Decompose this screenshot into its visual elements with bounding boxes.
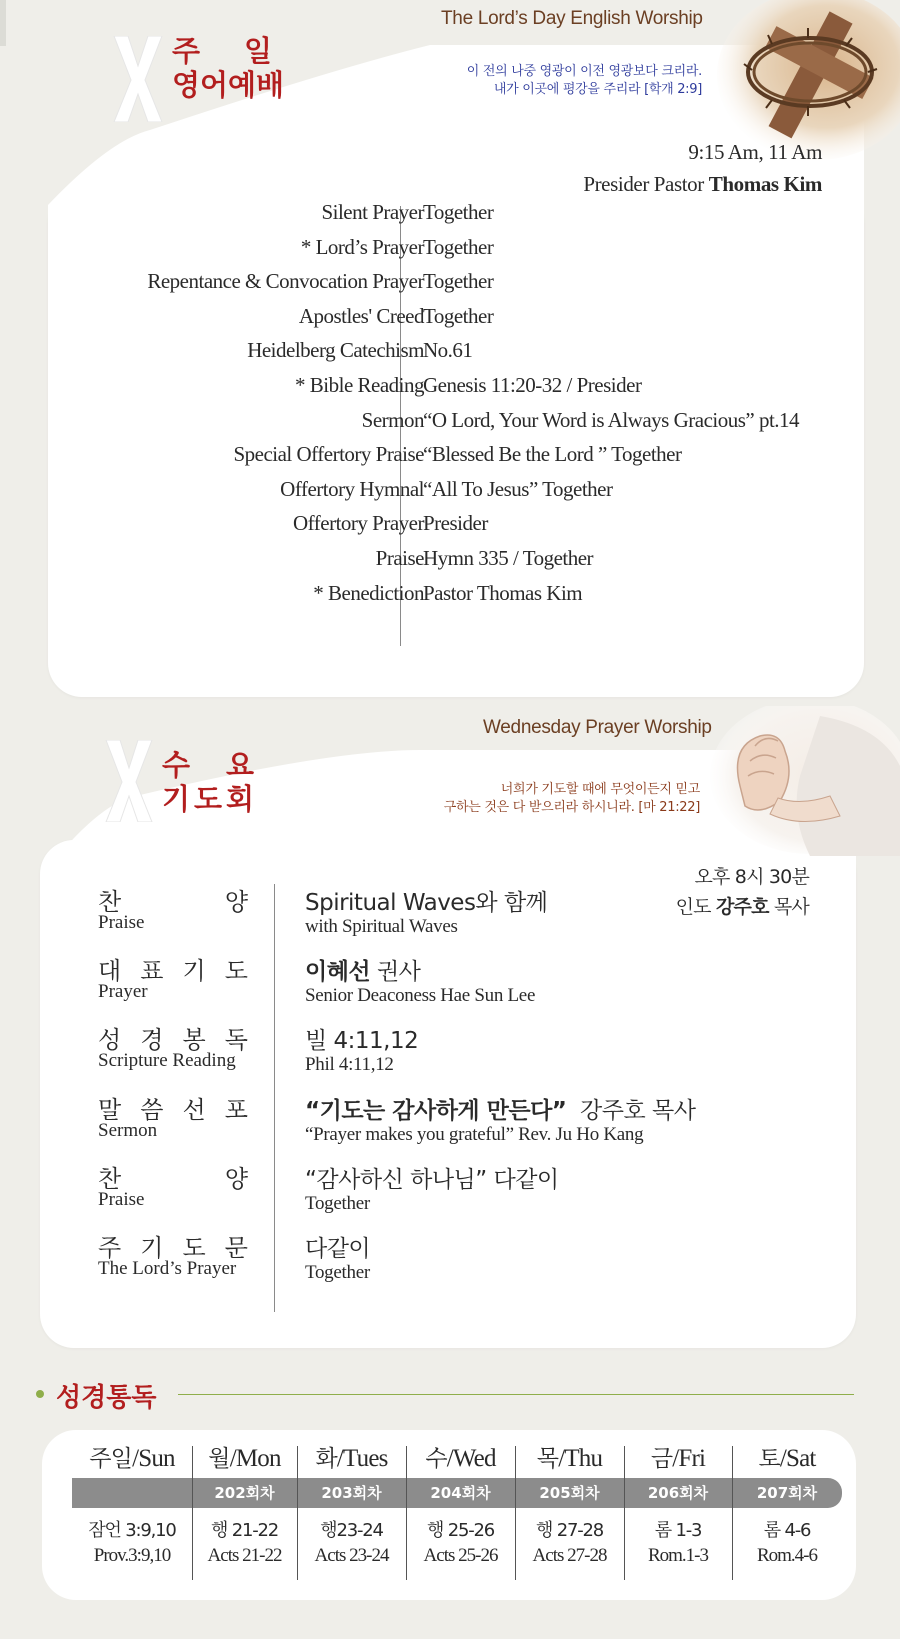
reading-day-ko: 월 (208, 1446, 230, 1472)
wednesday-order-en-label: Prayer (98, 981, 148, 1003)
sunday-order-value: “All To Jesus” Together (423, 476, 613, 501)
page-corner (0, 0, 6, 46)
reading-day-ref-ko: 행23-24 (320, 1520, 383, 1541)
reading-day-en: /Thu (558, 1445, 603, 1472)
reading-day-ref-en: Acts 23-24 (314, 1545, 389, 1566)
sunday-order-label: Silent Prayer (321, 200, 424, 224)
reading-day-ko: 수 (425, 1446, 447, 1472)
reading-day-badge: 204회차 (406, 1478, 515, 1508)
wednesday-ko-title-char: 도 (193, 782, 222, 816)
wednesday-order-en-value: Senior Deaconess Hae Sun Lee (305, 985, 536, 1007)
wednesday-order-ko-value (305, 884, 547, 917)
wednesday-order-en-label: Sermon (98, 1119, 158, 1141)
sunday-order-label: Offertory Prayer (293, 511, 424, 536)
reading-day-ref-ko: 롬 1-3 (654, 1520, 702, 1541)
sunday-order-label: * Benediction (313, 580, 424, 605)
reading-day-ref-ko: 행 25-26 (426, 1520, 494, 1541)
wednesday-ko-title-char: 요 (225, 748, 254, 782)
sunday-verse-line1: 이 전의 나중 영광이 이전 영광보다 크리라. (466, 64, 702, 79)
sunday-order-row (48, 373, 838, 407)
wednesday-ko-title-char: 수 (162, 748, 191, 782)
sunday-order-value: Hymn 335 / Together (423, 546, 594, 570)
reading-day-ref-en: Prov.3:9,10 (93, 1545, 171, 1566)
bullet-dot-icon (36, 1390, 44, 1398)
reading-day-name (624, 1440, 732, 1473)
sunday-order-label: Sermon (361, 407, 424, 432)
reading-day-ref-en: Acts 27-28 (532, 1545, 607, 1566)
reading-day-ref-en: Acts 25-26 (423, 1545, 498, 1566)
sunday-order-value: “Blessed Be the Lord ” Together (423, 442, 682, 467)
wednesday-order-en-label: The Lord’s Prayer (98, 1258, 237, 1279)
sunday-ko-title-line2: 영어예배 (172, 68, 285, 102)
wednesday-order-row (98, 1090, 798, 1156)
wednesday-order-ko-label-char: 찬 (98, 1164, 122, 1193)
wednesday-order-ko-label-char: 표 (140, 957, 164, 986)
wednesday-order-en-value: Together (305, 1262, 370, 1283)
reading-day-column (406, 1430, 515, 1600)
wednesday-verse-line2: 구하는 것은 다 받으리라 하시니라. [마 21:22] (443, 800, 700, 815)
wednesday-leader-prefix: 인도 (675, 896, 716, 918)
reading-day-separator (515, 1446, 516, 1580)
wednesday-order-ko-value (305, 1022, 418, 1055)
reading-day-badge (72, 1478, 192, 1508)
wednesday-ko-title (162, 748, 254, 816)
reading-day-ref-ko: 행 27-28 (535, 1520, 603, 1541)
wednesday-order-ko-label-char: 도 (182, 1234, 206, 1262)
wednesday-leader-name: 강주호 (715, 896, 769, 918)
wednesday-time-line1: 오후 8시 30분 (694, 866, 809, 888)
wednesday-order-ko-label-char: 포 (224, 1095, 248, 1124)
sunday-order-row (48, 408, 838, 442)
x-cross-icon (112, 36, 164, 122)
wednesday-order-ko-value (305, 1161, 559, 1194)
sunday-order-row (48, 200, 838, 234)
wednesday-leader-suffix: 목사 (768, 896, 809, 918)
wednesday-order-en-value: “Prayer makes you grateful” Rev. Ju Ho Kang (305, 1123, 644, 1145)
wednesday-order-row (98, 1159, 798, 1225)
reading-day-name (732, 1440, 842, 1473)
sunday-ko-title-char: 주 (172, 34, 201, 68)
reading-day-badge: 205회차 (515, 1478, 624, 1508)
wednesday-order-row (98, 1228, 798, 1294)
wednesday-ko-title-char: 회 (225, 782, 254, 816)
reading-day-ko: 목 (536, 1446, 559, 1472)
reading-day-ref-ko: 잠언 3:9,10 (88, 1520, 176, 1541)
wednesday-order-ko-label-char: 기 (140, 1234, 164, 1262)
wednesday-order-ko-value-bold: 이혜선 (305, 959, 371, 986)
reading-day-name (72, 1440, 192, 1473)
sunday-order-row (48, 269, 838, 303)
reading-day-column (732, 1430, 842, 1600)
sunday-presider (583, 172, 822, 197)
sunday-order-row (48, 304, 838, 338)
reading-day-name (192, 1440, 297, 1473)
sunday-order-value: Together (423, 269, 494, 294)
reading-day-en: /Wed (446, 1445, 496, 1472)
reading-day-name (515, 1440, 624, 1473)
reading-day-badge: 206회차 (624, 1478, 732, 1508)
wednesday-order-ko-label-char: 대 (98, 957, 122, 986)
reading-day-column (297, 1430, 406, 1600)
reading-day-en: /Fri (672, 1445, 706, 1472)
praying-hands-image (700, 706, 900, 856)
sunday-order-row (48, 442, 838, 476)
wednesday-order-ko-value (305, 1092, 695, 1125)
sunday-order-label: Offertory Hymnal (280, 476, 424, 501)
sunday-order-label: Apostles' Creed (298, 303, 424, 328)
sunday-order-label: Repentance & Convocation Prayer (147, 269, 424, 294)
reading-day-en: /Sun (132, 1445, 175, 1472)
sunday-order-value: Together (423, 303, 494, 328)
reading-day-badge: 203회차 (297, 1478, 406, 1508)
sunday-presider-prefix: Presider Pastor (583, 172, 709, 196)
reading-day-separator (624, 1446, 625, 1580)
wednesday-en-heading: Wednesday Prayer Worship (483, 717, 712, 738)
sunday-verse-line2: 내가 이곳에 평강을 주리라 [학개 2:9] (493, 82, 702, 97)
wednesday-order-en-label: Scripture Reading (98, 1050, 236, 1072)
reading-plan-card (42, 1430, 856, 1600)
reading-day-en: /Tues (336, 1445, 388, 1472)
wednesday-verse (444, 781, 700, 817)
wednesday-order-ko-value-text: 강주호 목사 (566, 1097, 696, 1124)
wednesday-order-ko-label-char: 양 (224, 888, 248, 916)
wednesday-order-ko-label-char: 도 (224, 957, 248, 986)
reading-day-badge: 202회차 (192, 1478, 297, 1508)
wednesday-order-en-label: Praise (98, 912, 145, 933)
wednesday-order-ko-value (305, 1230, 370, 1263)
reading-plan-rule (178, 1394, 854, 1395)
sunday-order-label: Praise (375, 546, 424, 570)
wednesday-order-ko-label-char: 주 (98, 1234, 122, 1262)
sunday-order-row (48, 235, 838, 269)
wednesday-order-ko-label-char: 찬 (98, 888, 122, 916)
reading-day-column (624, 1430, 732, 1600)
sunday-order-row (48, 511, 838, 545)
sunday-order-value: Genesis 11:20-32 / Presider (423, 373, 642, 397)
sunday-ko-title-char: 일 (243, 34, 272, 68)
wednesday-order-en-value: Together (305, 1192, 370, 1214)
x-cross-icon (104, 740, 154, 822)
reading-day-en: /Mon (229, 1445, 281, 1472)
reading-day-badge: 207회차 (732, 1478, 842, 1508)
wednesday-verse-line1: 너희가 기도할 때에 무엇이든지 믿고 (500, 782, 700, 797)
sunday-order-value: No.61 (423, 338, 473, 363)
wednesday-order-ko-value-text: Spiritual Waves와 함께 (305, 890, 548, 916)
wednesday-order-ko-value-bold: “기도는 감사하게 만든다” (305, 1097, 567, 1124)
sunday-order-row (48, 581, 838, 615)
reading-day-column (72, 1430, 192, 1600)
sunday-presider-name: Thomas Kim (708, 172, 822, 196)
reading-day-name (297, 1440, 406, 1473)
reading-day-column (192, 1430, 297, 1600)
sunday-order-label: Heidelberg Catechism (247, 338, 424, 363)
wednesday-order-ko-label-char: 씀 (140, 1095, 164, 1124)
wednesday-order-ko-label-char: 독 (224, 1026, 248, 1055)
reading-day-separator (192, 1446, 193, 1580)
reading-plan-title: 성경통독 (56, 1383, 157, 1413)
sunday-order-value: Together (423, 200, 494, 224)
sunday-order-value: “O Lord, Your Word is Always Gracious” pt.14 (423, 407, 800, 432)
reading-day-ko: 화 (315, 1446, 337, 1472)
wednesday-order-row (98, 882, 798, 948)
sunday-ko-title (172, 34, 284, 102)
wednesday-order-ko-value-text: 다같이 (305, 1236, 371, 1262)
sunday-order-value: Together (423, 234, 494, 259)
sunday-verse (467, 63, 702, 99)
wednesday-order-ko-value (305, 953, 420, 986)
reading-day-ko: 토 (758, 1446, 780, 1472)
reading-day-ref-en: Rom.4-6 (756, 1545, 818, 1566)
reading-day-separator (406, 1446, 407, 1580)
wednesday-order-ko-value-text: “감사하신 하나님” 다같이 (305, 1166, 559, 1193)
wednesday-order-ko-value-text: 권사 (370, 959, 421, 986)
wednesday-order-ko-label-char: 경 (140, 1026, 164, 1055)
wednesday-order-ko-value-text: 빌 4:11,12 (305, 1028, 419, 1055)
sunday-order-row (48, 338, 838, 372)
reading-day-en: /Sat (779, 1445, 816, 1472)
wednesday-order-ko-label-char: 문 (224, 1234, 248, 1262)
sunday-order-label: Special Offertory Praise (233, 442, 424, 467)
reading-day-column (515, 1430, 624, 1600)
reading-day-ko: 주일 (89, 1446, 133, 1472)
wednesday-order-en-value: Phil 4:11,12 (305, 1054, 394, 1076)
wednesday-order-en-label: Praise (98, 1188, 145, 1210)
sunday-time: 9:15 Am, 11 Am (688, 140, 822, 164)
reading-day-ref-en: Rom.1-3 (647, 1545, 709, 1566)
sunday-order-label: * Bible Reading (295, 373, 424, 397)
reading-day-separator (732, 1446, 733, 1580)
wednesday-order-en-value: with Spiritual Waves (305, 916, 458, 937)
sunday-order-value: Pastor Thomas Kim (423, 580, 583, 605)
wednesday-order-ko-label-char: 성 (98, 1026, 122, 1055)
wednesday-order-ko-label-char: 양 (224, 1164, 248, 1193)
wednesday-order-ko-label-char: 선 (182, 1095, 206, 1124)
reading-day-separator (297, 1446, 298, 1580)
wednesday-order-row (98, 951, 798, 1017)
wednesday-order-ko-label-char: 말 (98, 1095, 122, 1124)
reading-day-name (406, 1440, 515, 1473)
wednesday-order-ko-label-char: 봉 (182, 1026, 206, 1055)
reading-day-ko: 금 (650, 1446, 673, 1472)
wednesday-order-row (98, 1020, 798, 1086)
reading-day-ref-ko: 롬 4-6 (763, 1520, 811, 1541)
sunday-en-heading: The Lord’s Day English Worship (441, 8, 703, 29)
sunday-order-row (48, 546, 838, 580)
reading-day-ref-ko: 행 21-22 (210, 1520, 278, 1541)
sunday-order-label: * Lord’s Prayer (300, 234, 424, 259)
sunday-order-value: Presider (423, 511, 488, 536)
wednesday-ko-title-char: 기 (162, 782, 191, 816)
reading-day-ref-en: Acts 21-22 (207, 1545, 282, 1566)
sunday-order-row (48, 477, 838, 511)
wednesday-order-ko-label-char: 기 (182, 957, 206, 986)
